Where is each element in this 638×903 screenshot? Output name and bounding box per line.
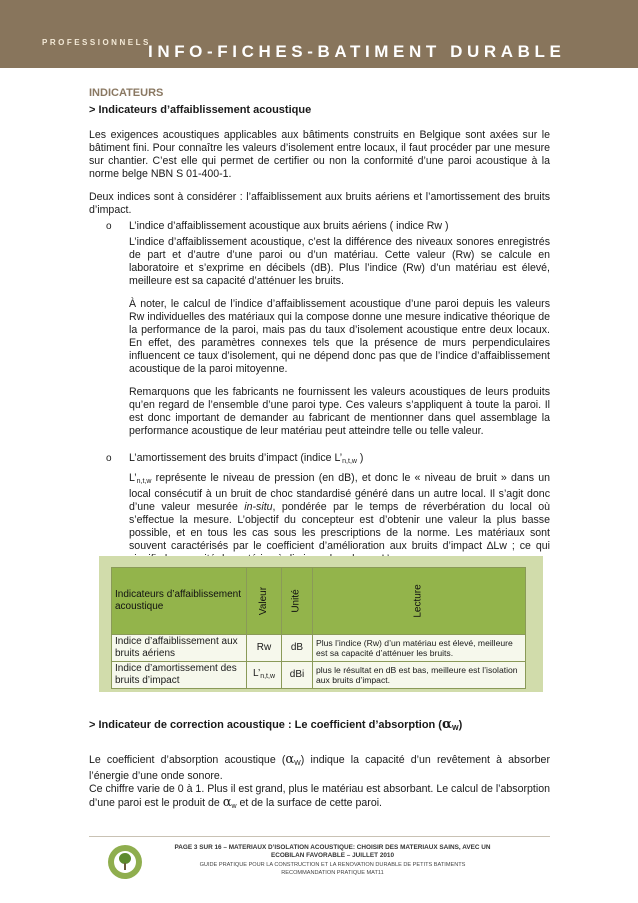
paragraph-rw-fabricants: Remarquons que les fabricants ne fournissent les valeurs acoustiques de leurs produits qu’en regard de l’ensemble d’une paroi type. Ces valeurs s’appliquent à toute la paroi. Il est donc important de demander au fabricant de mentionner dans quel assemblage la performance acoustique de leur matériau peut atteindre telle ou telle valeur.: [129, 386, 550, 437]
absorption-section: [89, 714, 550, 813]
header-lecture: Lecture: [313, 568, 526, 635]
paragraph-absorption: Le coefficient d’absorption acoustique $(\alpha_W)$ indique la capacité d’un revêtement à absorber l’énergie d’une onde sonore.: [89, 752, 550, 782]
paragraph-rw-definition: L’indice d’affaiblissement acoustique, c’est la différence des niveaux sonores enregistrés de part et d’autre d’une paroi ou d’un matériau. Cette valeur (Rw) se calcule en laboratoire et s’exprime en décibels (dB). Plus l’indice (Rw) d’un matériau est élevé, meilleure est sa capacité d’atténuer les bruits.: [129, 236, 550, 287]
row2-reading: plus le résultat en dB est bas, meilleure est l’isolation aux bruits d’impact.: [313, 662, 526, 689]
impact-symbol: L’: [129, 472, 137, 484]
bullet-impact: [89, 452, 550, 468]
main-content: [89, 80, 550, 569]
row2-unit: dBi: [282, 662, 313, 689]
bullet-rw-title: L’indice d’affaiblissement acoustique aux bruits aériens ( indice Rw ): [129, 220, 449, 232]
row1-unit: dB: [282, 635, 313, 662]
bullet-mark: o: [106, 453, 112, 464]
footer-divider: [89, 836, 550, 837]
footer-guide-line: GUIDE PRATIQUE POUR LA CONSTRUCTION ET LA RENOVATION DURABLE DE PETITS BATIMENTS: [199, 862, 466, 868]
header-indicateurs: Indicateurs d’affaiblissement acoustique: [112, 568, 247, 635]
header-banner: [0, 0, 638, 68]
paragraph-absorption-range: Ce chiffre varie de 0 à 1. Plus il est grand, plus le matériau est absorbant. Le calcul de l’absorption d’une paroi est le produit de $\alpha_w$ et de la surface de cette paroi.: [89, 783, 550, 810]
bullet-impact-title-sub: n,t,w: [342, 458, 357, 465]
banner-category: PROFESSIONNELS: [42, 38, 151, 47]
row1-reading: Plus l’indice (Rw) d’un matériau est élevé, meilleure est sa capacité d’atténuer les bruits.: [313, 635, 526, 662]
row1-name: Indice d’affaiblissement aux bruits aériens: [112, 635, 247, 662]
tree-logo-icon: [108, 845, 142, 879]
row1-value: Rw: [247, 635, 282, 662]
bullet-mark: o: [106, 221, 112, 232]
impact-symbol-sub: n,t,w: [136, 478, 152, 485]
paragraph-indices: Deux indices sont à considérer : l’affaiblissement aux bruits aériens et l’amortissement des bruits d’impact.: [89, 191, 550, 216]
impact-in-situ: in-situ: [244, 501, 273, 513]
paragraph-exigences: Les exigences acoustiques applicables aux bâtiments construits en Belgique sont axées sur le bâtiment fini. Pour connaître les valeurs d’isolement entre locaux, il faut procéder par une mesure sur chantier. C’est elle qui permet de certifier ou non la conformité d’une paroi acoustique à la norme belge NBN S 01-400-1.: [89, 129, 550, 180]
paragraph-impact: [89, 472, 550, 569]
bullet-impact-title-b: ): [356, 452, 364, 464]
impact-text-b: , pondérée par le temps de réverbération du local où s’effectue la mesure. L’objectif du concepteur est d’obtenir une valeur la plus basse possible, et en tous les cas sous les prescriptions de la norme. Les matériaux sont souvent caractérisés par le coefficient d’amélioration aux bruits d’impact ∆Lw ; ce qui: [129, 501, 550, 552]
footer-guide: [160, 861, 505, 877]
impact-text-a: représente le niveau de pression (en dB), et donc le « niveau de bruit » dans un local consécutif à un bruit de choc standardisé généré dans un autre local. Il s’agit donc d’une valeur mesurée: [129, 472, 550, 513]
paragraph-rw-note: À noter, le calcul de l’indice d’affaiblissement acoustique d’une paroi depuis les valeurs Rw individuelles des matériaux qui la compose donne une mesure indicative théorique de la performance de la paroi, mais pas du taux d’isolement acoustique entre deux locaux. En effet, des paramètres connexes tels que la présence de murs perpendiculaires influencent ce taux d’isolement, qui ne dépend donc pas que de l’indice d’affaiblissement acoustique de la paroi mitoyenne.: [129, 298, 550, 375]
row2-name: Indice d’amortissement des bruits d’impact: [112, 662, 247, 689]
indicators-table-panel: [99, 556, 543, 692]
footer-page-info: PAGE 3 SUR 16 – MATERIAUX D’ISOLATION ACOUSTIQUE: CHOISIR DES MATERIAUX SAINS, AVEC UN ECOBILAN FAVORABLE – JUILLET 2010: [174, 844, 491, 859]
indicators-table: [111, 567, 526, 689]
row2-value: $L’_{n,t,w}$: [247, 662, 282, 689]
subsection-heading-absorption: > Indicateur de correction acoustique : Le coefficient d’absorption $(\alpha_W)$: [89, 717, 463, 732]
banner-title: INFO-FICHES-BATIMENT DURABLE: [148, 42, 566, 61]
section-heading: INDICATEURS: [89, 87, 164, 99]
table-row: [112, 662, 526, 689]
bullet-rw: [89, 220, 550, 233]
header-valeur: Valeur: [247, 568, 282, 635]
table-row: [112, 635, 526, 662]
bullet-impact-title-a: L’amortissement des bruits d’impact (indice L’: [129, 452, 343, 464]
table-header-row: [112, 568, 526, 635]
subsection-heading-affaiblissement: > Indicateurs d’affaiblissement acoustique: [89, 104, 312, 116]
footer-recommendation: RECOMMANDATION PRATIQUE MAT11: [281, 870, 384, 876]
header-unite: Unité: [282, 568, 313, 635]
